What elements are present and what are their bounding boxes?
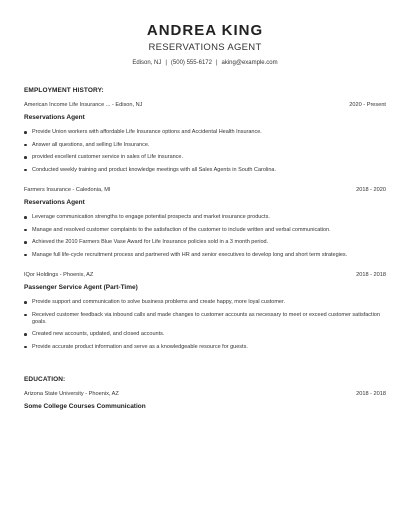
job-position: Reservations Agent	[24, 199, 85, 206]
job-dates: 2018 - 2020	[356, 187, 386, 193]
bullet-dot-icon	[24, 144, 27, 147]
job-company: IQor Holdings - Phoenix, AZ	[24, 272, 94, 278]
bullet-dot-icon	[24, 169, 27, 172]
bullet-text: Conducted weekly training and product knowledge meetings with all Sales Agents in South Carolina.	[32, 166, 276, 173]
bullet-item	[24, 312, 386, 326]
bullet-text: Achieved the 2010 Farmers Blue Vase Award for Life Insurance policies sold in a 3 month period.	[32, 239, 269, 245]
bullet-text: Created new accounts, updated, and closed accounts.	[32, 331, 165, 337]
bullet-dot-icon	[24, 229, 27, 232]
contact-email: aking@example.com	[221, 60, 278, 66]
bullet-item	[24, 167, 386, 174]
bullet-text: Received customer feedback via inbound calls and made changes to customer accounts as necessary to meet or exceed customer satisfaction goals.	[32, 311, 380, 325]
bullet-item	[24, 344, 386, 351]
bullet-text: Provide support and communication to solve business problems and create happy, more loyal customer.	[32, 299, 286, 305]
job-dates: 2020 - Present	[349, 102, 386, 108]
bullet-text: Answer all questions, and selling Life Insurance.	[32, 141, 150, 148]
bullet-text: provided excellent customer service in sales of Life insurance.	[32, 154, 184, 160]
job-position: Reservations Agent	[24, 114, 85, 121]
bullet-item	[24, 239, 386, 246]
bullet-item	[24, 214, 386, 221]
contact-separator: |	[215, 60, 218, 66]
job-header	[24, 272, 386, 281]
bullet-item	[24, 227, 386, 234]
job-position: Passenger Service Agent (Part-Time)	[24, 284, 138, 291]
job-entry	[24, 102, 386, 179]
applicant-role: RESERVATIONS AGENT	[148, 42, 262, 53]
job-dates: 2018 - 2018	[356, 272, 386, 278]
contact-location: Edison, NJ	[132, 60, 162, 66]
contact-phone: (500) 555-6172	[170, 60, 212, 66]
contact-line	[0, 60, 410, 66]
bullet-text: Manage and resolved customer complaints to the satisfaction of the customer to include written and verbal communication.	[32, 226, 331, 233]
education-school: Arizona State University - Phoenix, AZ	[24, 391, 119, 397]
education-dates: 2018 - 2018	[356, 391, 386, 397]
bullet-text: Provide accurate product information and serve as a knowledgeable resource for guests.	[32, 343, 248, 350]
bullet-dot-icon	[24, 131, 27, 134]
bullet-text: Manage full life-cycle recruitment process and partnered with HR and senior executives to develop long and short term strategies.	[32, 251, 348, 258]
bullet-dot-icon	[24, 241, 27, 244]
bullet-item	[24, 129, 386, 136]
bullet-dot-icon	[24, 216, 27, 219]
bullet-item	[24, 299, 386, 306]
job-bullets	[24, 299, 386, 351]
employment-section-title: EMPLOYMENT HISTORY:	[24, 87, 104, 94]
bullet-dot-icon	[24, 314, 27, 317]
contact-separator: |	[165, 60, 167, 66]
bullet-dot-icon	[24, 254, 27, 257]
job-bullets	[24, 214, 386, 259]
job-company: American Income Life Insurance ... - Edison, NJ	[24, 102, 143, 108]
applicant-name: ANDREA KING	[146, 22, 264, 39]
education-entry	[24, 391, 386, 410]
bullet-text: Provide Union workers with affordable Life Insurance options and Accidental Health Insurance.	[32, 129, 262, 135]
bullet-dot-icon	[24, 156, 27, 159]
bullet-item	[24, 331, 386, 338]
job-header	[24, 187, 386, 196]
bullet-dot-icon	[24, 301, 27, 304]
job-company: Farmers Insurance - Caledonia, MI	[24, 187, 111, 193]
education-section-title: EDUCATION:	[24, 376, 66, 383]
bullet-item	[24, 154, 386, 161]
job-entry	[24, 272, 386, 356]
job-header	[24, 102, 386, 111]
bullet-item	[24, 252, 386, 259]
bullet-dot-icon	[24, 346, 27, 349]
bullet-text: Leverage communication strengths to engage potential prospects and market insurance products.	[32, 214, 270, 220]
bullet-dot-icon	[24, 333, 27, 336]
education-header	[24, 391, 386, 400]
job-bullets	[24, 129, 386, 174]
bullet-item	[24, 142, 386, 149]
education-degree: Some College Courses Communication	[24, 403, 146, 410]
job-entry	[24, 187, 386, 264]
